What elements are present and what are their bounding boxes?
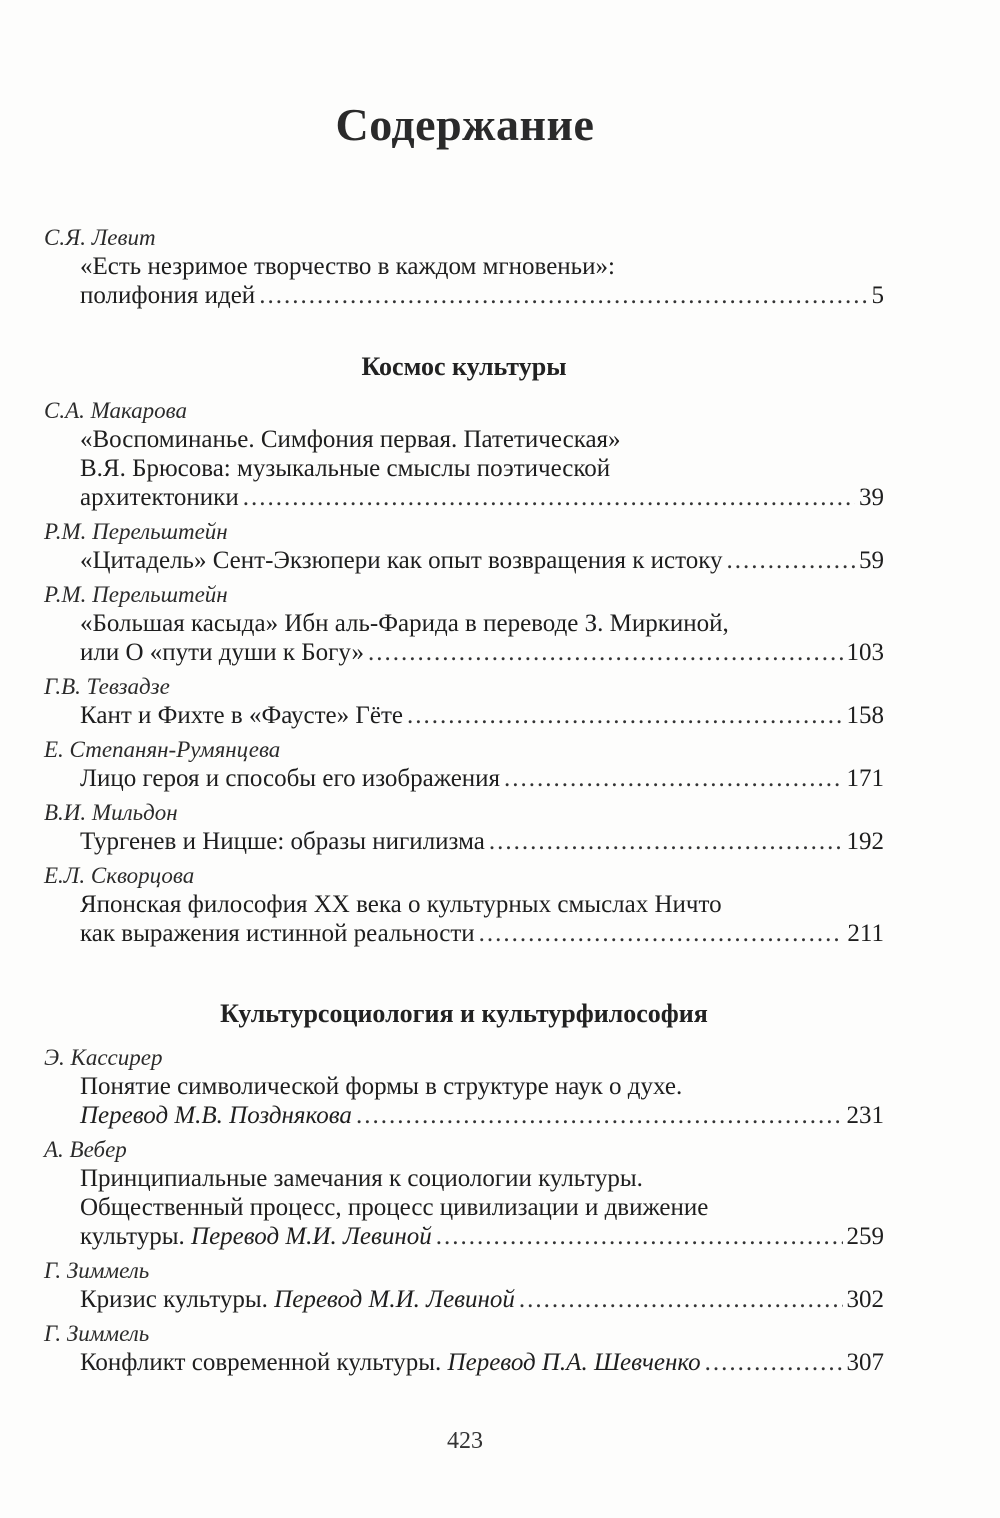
entry-title-end (80, 1101, 352, 1130)
entry-title-end (80, 1348, 701, 1377)
dot-leader (259, 281, 867, 310)
entry-last-line[interactable] (44, 764, 884, 793)
page-ref: 307 (846, 1349, 884, 1376)
entry-title-line: Принципиальные замечания к социологии культуры. (80, 1165, 643, 1192)
entry-author: Р.М. Перельштейн (44, 582, 228, 607)
page-ref: 231 (846, 1102, 884, 1129)
dot-leader (407, 701, 843, 730)
entry-last-line[interactable] (44, 1101, 884, 1130)
page-ref: 211 (847, 920, 884, 947)
toc-entry (44, 518, 884, 575)
entry-title-line: В.Я. Брюсова: музыкальные смыслы поэтической (80, 455, 611, 482)
toc-entry (44, 1320, 884, 1377)
entry-last-line[interactable] (44, 546, 884, 575)
dot-leader (356, 1101, 843, 1130)
entry-title-end: полифония идей (80, 282, 256, 309)
section-kosmos-entries (44, 397, 884, 954)
entry-title-end: как выражения истинной реальности (80, 920, 475, 947)
toc-entry (44, 736, 884, 793)
entry-title-line: Японская философия XX века о культурных смыслах Ничто (80, 891, 722, 918)
entry-title-end: или О «пути души к Богу» (80, 639, 364, 666)
entry-last-line[interactable] (44, 281, 884, 310)
entry-author: Е. Степанян-Румянцева (44, 737, 281, 762)
page-ref: 192 (846, 828, 884, 855)
dot-leader (368, 638, 843, 667)
toc-entry (44, 397, 884, 512)
page-ref: 103 (846, 639, 884, 666)
toc-entry (44, 673, 884, 730)
entry-last-line[interactable] (44, 919, 884, 948)
entry-last-line[interactable] (44, 1222, 884, 1251)
intro-entry (44, 224, 884, 310)
toc-entry (44, 1257, 884, 1314)
entry-title-end: Кант и Фихте в «Фаусте» Гёте (80, 702, 403, 729)
page-number: 423 (447, 1428, 483, 1454)
entry-title-end: «Цитадель» Сент-Экзюпери как опыт возвращения к истоку (80, 547, 723, 574)
dot-leader (519, 1285, 843, 1314)
entry-author: Г. Зиммель (44, 1321, 150, 1346)
page-ref: 171 (846, 765, 884, 792)
entry-title-line: Общественный процесс, процесс цивилизации и движение (80, 1194, 709, 1221)
toc-entry (44, 799, 884, 856)
dot-leader (504, 764, 842, 793)
entry-last-line[interactable] (44, 638, 884, 667)
entry-title-end (80, 1285, 515, 1314)
entry-author: А. Вебер (44, 1137, 127, 1162)
page-title: Содержание (335, 99, 595, 150)
toc-entry (44, 862, 884, 948)
entry-author: Р.М. Перельштейн (44, 519, 228, 544)
dot-leader (436, 1222, 843, 1251)
dot-leader (705, 1348, 843, 1377)
toc-entry (44, 581, 884, 667)
entry-title-text: Конфликт современной культуры. (80, 1349, 442, 1376)
dot-leader (489, 827, 843, 856)
toc-entry (44, 1044, 884, 1130)
page-ref: 259 (846, 1223, 884, 1250)
entry-author: С.А. Макарова (44, 398, 187, 423)
dot-leader (243, 483, 855, 512)
entry-title-line: «Воспоминанье. Симфония первая. Патетическая» (80, 426, 621, 453)
entry-last-line[interactable] (44, 483, 884, 512)
entry-title-line: «Большая касыда» Ибн аль-Фарида в переводе З. Миркиной, (80, 610, 729, 637)
entry-title-end: архитектоники (80, 484, 239, 511)
entry-last-line[interactable] (44, 827, 884, 856)
entry-author: Г.В. Тевзадзе (44, 674, 170, 699)
entry-title-line: Понятие символической формы в структуре наук о духе. (80, 1073, 683, 1100)
section-kultursociologiya-entries (44, 1044, 884, 1383)
section-title-kultursociologiya: Культурсоциология и культурфилософия (220, 999, 708, 1028)
entry-author: В.И. Мильдон (44, 800, 178, 825)
entry-author: Г. Зиммель (44, 1258, 150, 1283)
entry-author: Е.Л. Скворцова (44, 863, 195, 888)
section-title-kosmos: Космос культуры (361, 352, 567, 381)
entry-last-line[interactable] (44, 1285, 884, 1314)
page-ref: 302 (846, 1286, 884, 1313)
entry-title-text: культуры. (80, 1223, 185, 1250)
entry-author: Э. Кассирер (44, 1045, 163, 1070)
toc-entry (44, 1136, 884, 1251)
entry-last-line[interactable] (44, 1348, 884, 1377)
page-ref: 5 (871, 282, 884, 309)
page-ref: 59 (859, 547, 884, 574)
entry-title-text: Кризис культуры. (80, 1286, 268, 1313)
entry-title-end: Тургенев и Ницше: образы нигилизма (80, 828, 485, 855)
entry-author: С.Я. Левит (44, 225, 156, 250)
entry-title-end (80, 1222, 432, 1251)
translator-credit: Перевод М.И. Левиной (274, 1286, 515, 1313)
page-ref: 39 (859, 484, 884, 511)
translator-credit: Перевод М.В. Позднякова (80, 1102, 352, 1129)
translator-credit: Перевод М.И. Левиной (191, 1223, 432, 1250)
entry-title-end: Лицо героя и способы его изображения (80, 765, 501, 792)
translator-credit: Перевод П.А. Шевченко (447, 1349, 701, 1376)
entry-title-line: «Есть незримое творчество в каждом мгновеньи»: (80, 253, 615, 280)
entry-last-line[interactable] (44, 701, 884, 730)
dot-leader (727, 546, 855, 575)
dot-leader (479, 919, 844, 948)
page-ref: 158 (846, 702, 884, 729)
